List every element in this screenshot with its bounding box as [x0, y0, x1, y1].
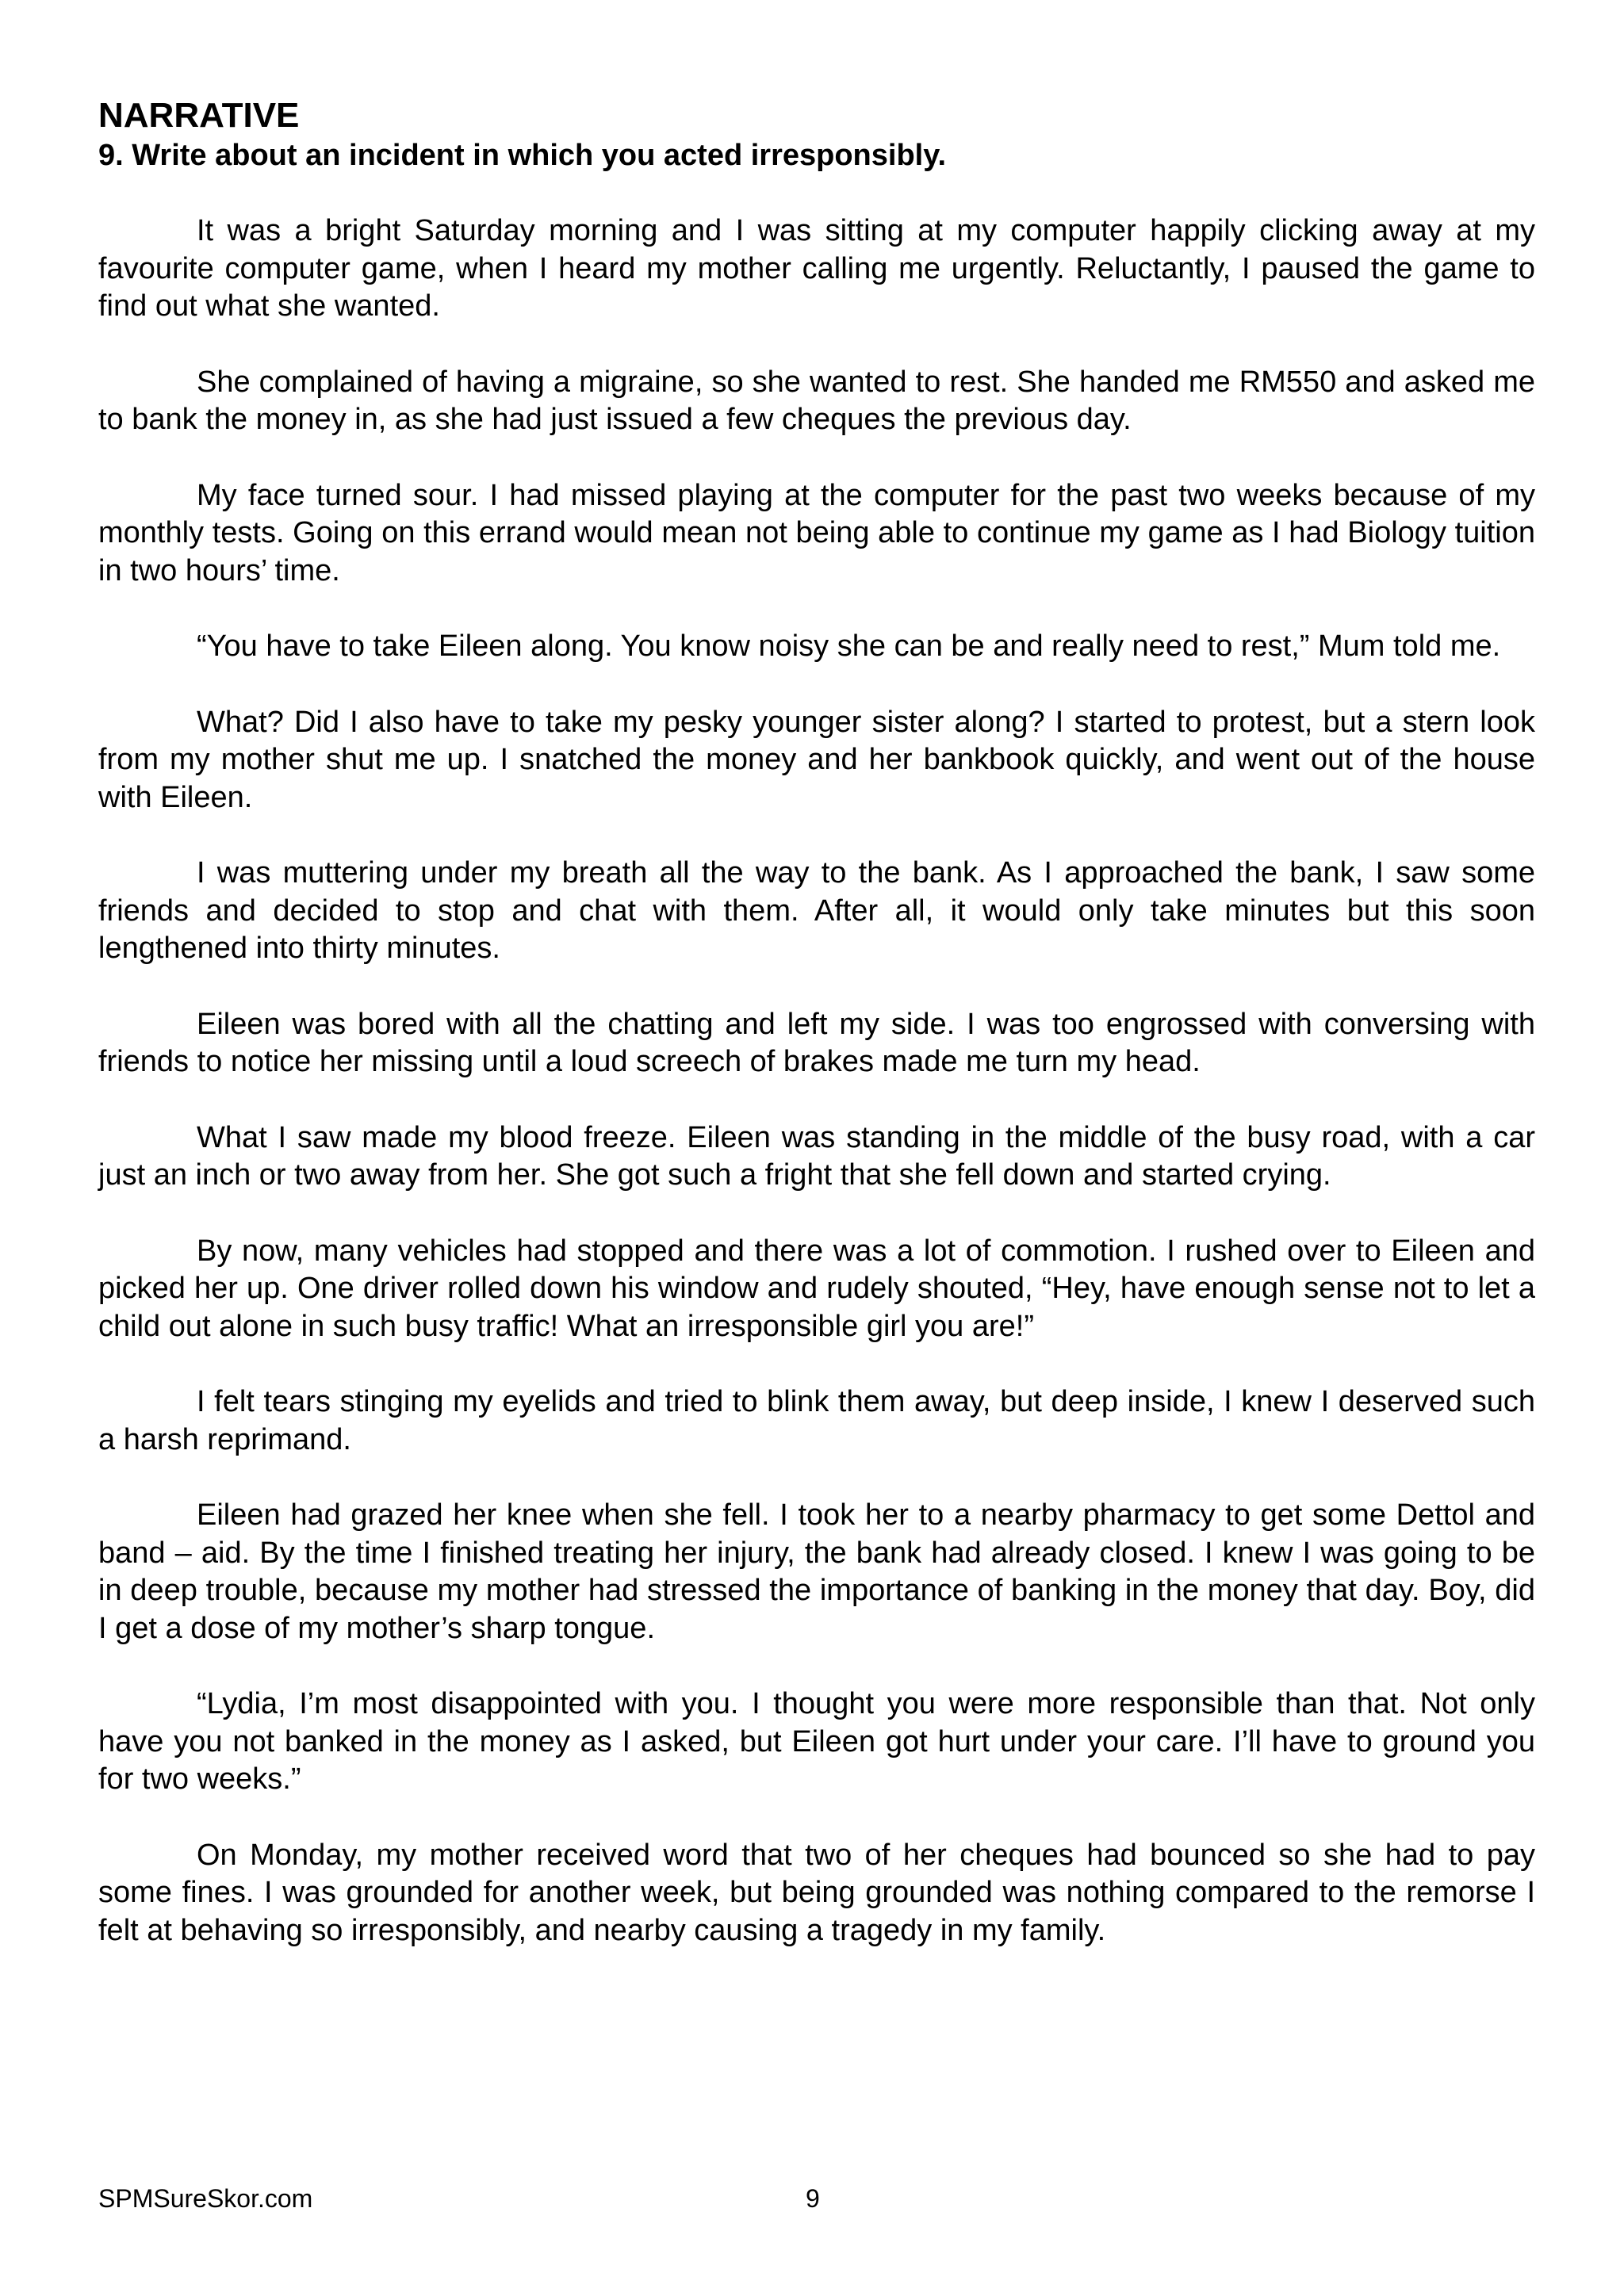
essay-paragraph: “Lydia, I’m most disappointed with you. I thought you were more responsible than that. Not only have you not banked in the money as I asked, but Eileen got hurt under your care. I’ll have to ground you for two weeks.” — [98, 1687, 1535, 1796]
essay-paragraph: I was muttering under my breath all the way to the bank. As I approached the bank, I saw some friends and decided to stop and chat with them. After all, it would only take minutes but this soon lengthened into thirty minutes. — [98, 856, 1535, 965]
section-heading: NARRATIVE — [98, 96, 300, 135]
page-number: 9 — [806, 2184, 820, 2213]
essay-question: 9. Write about an incident in which you acted irresponsibly. — [98, 139, 947, 172]
essay-paragraph: It was a bright Saturday morning and I was sitting at my computer happily clicking away at my favourite computer game, when I heard my mother calling me urgently. Reluctantly, I paused the game to find out what she wanted. — [98, 214, 1535, 323]
essay-paragraph: My face turned sour. I had missed playing at the computer for the past two weeks because of my monthly tests. Going on this errand would mean not being able to continue my game as I had Biology tuition in two hours’ time. — [98, 478, 1535, 587]
essay-paragraph: On Monday, my mother received word that two of her cheques had bounced so she had to pay some fines. I was grounded for another week, but being grounded was nothing compared to the remorse I felt at behaving so irresponsibly, and nearby causing a tragedy in my family. — [98, 1838, 1535, 1947]
essay-paragraph: I felt tears stinging my eyelids and tried to blink them away, but deep inside, I knew I deserved such a harsh reprimand. — [98, 1385, 1535, 1456]
document-page — [98, 95, 1535, 1988]
essay-paragraph: By now, many vehicles had stopped and there was a lot of commotion. I rushed over to Eileen and picked her up. One driver rolled down his window and rudely shouted, “Hey, have enough sense not to let a child out alone in such busy traffic! What an irresponsible girl you are!” — [98, 1234, 1535, 1343]
essay-paragraph: Eileen had grazed her knee when she fell. I took her to a nearby pharmacy to get some Dettol and band – aid. By the time I finished treating her injury, the bank had already closed. I knew I was going to be in deep trouble, because my mother had stressed the importance of banking in the money that day. Boy, did I get a dose of my mother’s sharp tongue. — [98, 1498, 1535, 1645]
essay-paragraph: What? Did I also have to take my pesky younger sister along? I started to protest, but a stern look from my mother shut me up. I snatched the money and her bankbook quickly, and went out of the house with Eileen. — [98, 705, 1535, 814]
essay-paragraph: Eileen was bored with all the chatting and left my side. I was too engrossed with conversing with friends to notice her missing until a loud screech of brakes made me turn my head. — [98, 1007, 1535, 1078]
footer-source: SPMSureSkor.com — [98, 2184, 313, 2213]
essay-paragraph: What I saw made my blood freeze. Eileen was standing in the middle of the busy road, with a car just an inch or two away from her. She got such a fright that she fell down and started crying. — [98, 1120, 1535, 1192]
essay-paragraph: She complained of having a migraine, so she wanted to rest. She handed me RM550 and asked me to bank the money in, as she had just issued a few cheques the previous day. — [98, 365, 1535, 436]
essay-paragraph: “You have to take Eileen along. You know noisy she can be and really need to rest,” Mum told me. — [197, 629, 1501, 663]
